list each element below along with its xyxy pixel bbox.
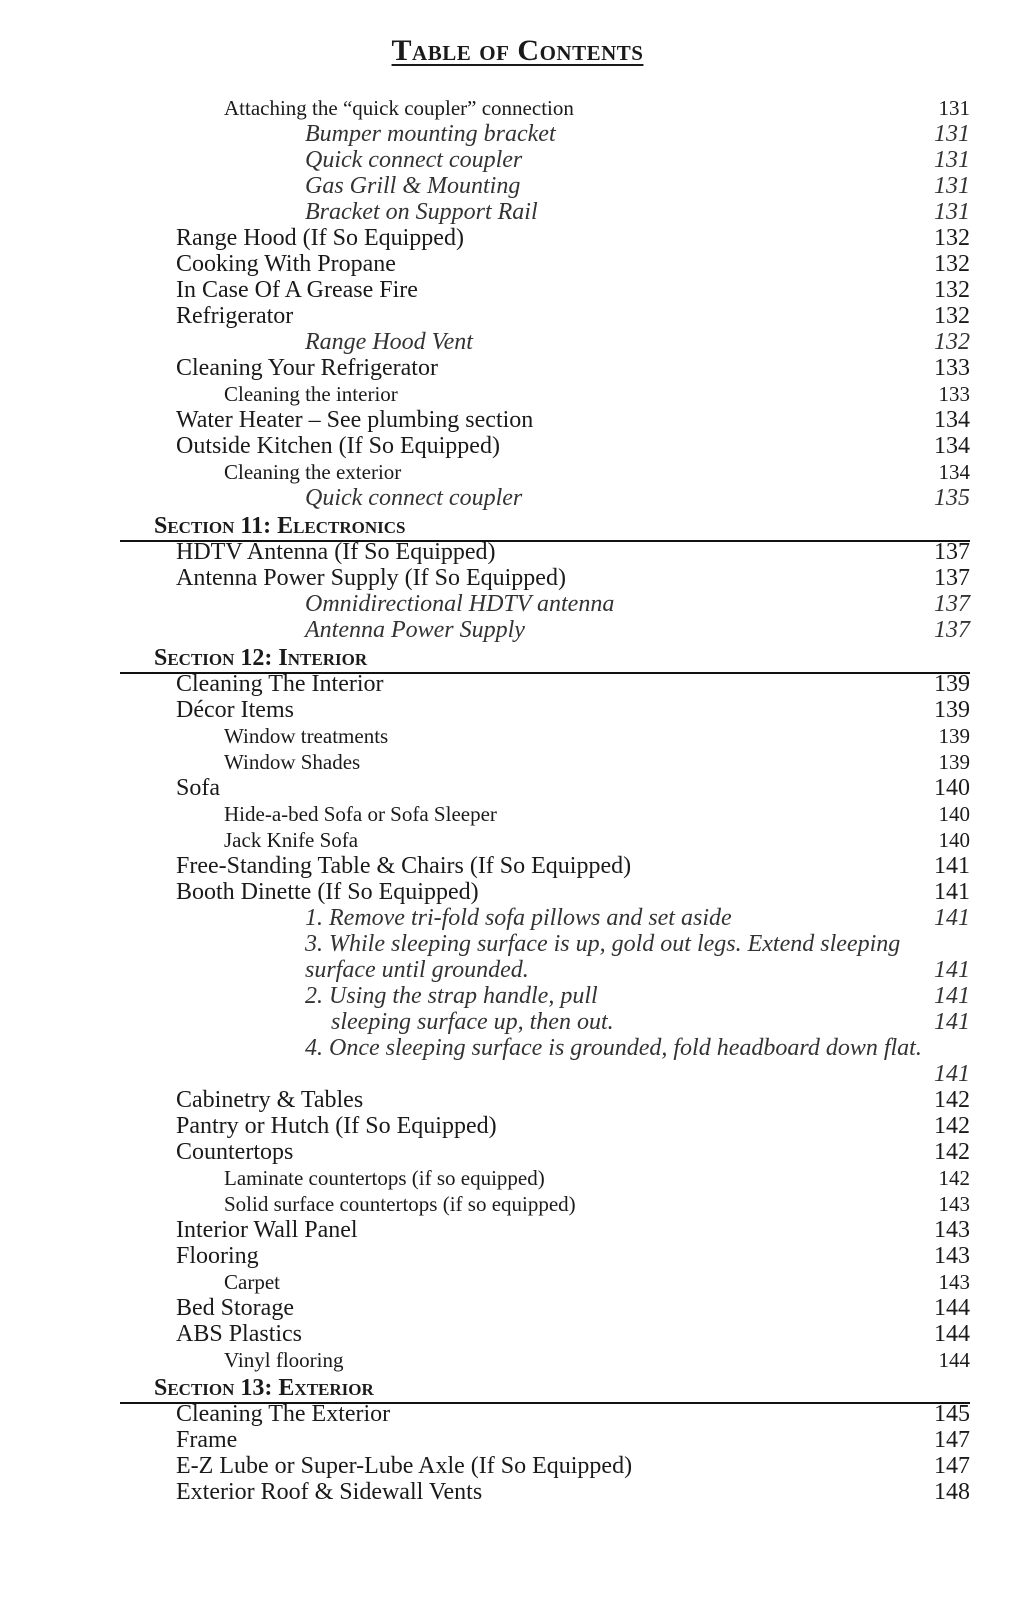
toc-entry-page: 140 [938, 828, 970, 852]
toc-entry-title: Jack Knife Sofa [224, 828, 359, 852]
toc-entry[interactable] [0, 617, 1035, 646]
toc-entry-title: Laminate countertops (if so equipped) [224, 1166, 545, 1190]
toc-entry-page: 142 [934, 1087, 970, 1113]
toc-entry[interactable] [0, 1087, 1035, 1116]
toc-entry-title: 3. While sleeping surface is up, gold out legs. Extend sleeping [305, 931, 901, 957]
toc-entry[interactable] [0, 775, 1035, 804]
toc-entry-title: Antenna Power Supply [305, 617, 525, 643]
toc-entry[interactable] [0, 1113, 1035, 1142]
toc-entry[interactable] [0, 355, 1035, 384]
toc-entry-page: 143 [934, 1217, 970, 1243]
toc-entry-title: HDTV Antenna (If So Equipped) [176, 539, 496, 565]
toc-entry-title: Range Hood Vent [305, 329, 473, 355]
toc-entry-title: Window treatments [224, 724, 389, 748]
toc-entry-page: 141 [934, 905, 970, 931]
toc-entry-page: 140 [934, 775, 970, 801]
toc-entry-title: Cleaning the interior [224, 382, 398, 406]
toc-entry-title: Gas Grill & Mounting [305, 173, 521, 199]
toc-entry-title: Bracket on Support Rail [305, 199, 538, 225]
toc-entry[interactable] [0, 225, 1035, 254]
toc-entry[interactable] [0, 251, 1035, 280]
toc-entry-title: surface until grounded. [305, 957, 529, 983]
toc-entry-title: Antenna Power Supply (If So Equipped) [176, 565, 566, 591]
toc-entry-title: Water Heater – See plumbing section [176, 407, 534, 433]
toc-entry-title: Cleaning The Interior [176, 671, 384, 697]
toc-entry-page: 137 [934, 617, 970, 643]
toc-entry-title: Free-Standing Table & Chairs (If So Equipped) [176, 853, 632, 879]
toc-entry[interactable] [0, 853, 1035, 882]
toc-entry-title: Countertops [176, 1139, 294, 1165]
toc-entry-page: 131 [934, 173, 970, 199]
toc-entry-page: 137 [934, 591, 970, 617]
toc-entry-page: 140 [938, 802, 970, 826]
toc-entry-title: Omnidirectional HDTV antenna [305, 591, 615, 617]
toc-entry-title: Flooring [176, 1243, 259, 1269]
toc-entry[interactable] [0, 671, 1035, 700]
toc-entry-title: Cleaning Your Refrigerator [176, 355, 438, 381]
toc-entry[interactable] [0, 1295, 1035, 1324]
toc-entry[interactable] [0, 277, 1035, 306]
toc-entry[interactable] [0, 1272, 1035, 1298]
toc-entry-page: 141 [934, 1009, 970, 1035]
toc-entry-title: Outside Kitchen (If So Equipped) [176, 433, 500, 459]
toc-entry[interactable] [0, 1321, 1035, 1350]
toc-entry-title: In Case Of A Grease Fire [176, 277, 418, 303]
toc-list [0, 98, 1035, 1508]
toc-entry[interactable] [0, 1401, 1035, 1430]
toc-entry-page: 139 [934, 697, 970, 723]
toc-entry[interactable] [0, 1061, 1035, 1090]
toc-entry-title: E-Z Lube or Super-Lube Axle (If So Equipped) [176, 1453, 633, 1479]
toc-entry-page: 144 [938, 1348, 970, 1372]
toc-entry-page: 141 [934, 879, 970, 905]
section-title: Section 12: Interior [154, 645, 368, 671]
toc-entry-page: 147 [934, 1453, 970, 1479]
toc-entry-page: 132 [934, 303, 970, 329]
toc-entry-page: 134 [934, 433, 970, 459]
toc-entry-page: 139 [934, 671, 970, 697]
toc-entry-title: Quick connect coupler [305, 485, 523, 511]
toc-entry-page: 144 [934, 1321, 970, 1347]
toc-entry-page: 133 [938, 382, 970, 406]
toc-entry[interactable] [0, 726, 1035, 752]
section-title: Section 11: Electronics [154, 513, 406, 539]
toc-entry-page: 132 [934, 277, 970, 303]
toc-entry-title: Interior Wall Panel [176, 1217, 358, 1243]
toc-entry-page: 134 [938, 460, 970, 484]
toc-entry-page: 143 [934, 1243, 970, 1269]
section-heading [120, 1376, 970, 1404]
toc-entry[interactable] [0, 303, 1035, 332]
toc-entry[interactable] [0, 1350, 1035, 1376]
toc-entry-page: 132 [934, 225, 970, 251]
toc-entry[interactable] [0, 697, 1035, 726]
toc-entry[interactable] [0, 804, 1035, 830]
toc-entry[interactable] [0, 1217, 1035, 1246]
toc-entry-title: ABS Plastics [176, 1321, 303, 1347]
toc-entry-page: 133 [934, 355, 970, 381]
toc-entry-page: 137 [934, 539, 970, 565]
toc-entry-page: 142 [938, 1166, 970, 1190]
toc-entry-page: 135 [934, 485, 970, 511]
toc-entry-title: Pantry or Hutch (If So Equipped) [176, 1113, 497, 1139]
toc-entry-page: 132 [934, 251, 970, 277]
toc-entry[interactable] [0, 407, 1035, 436]
toc-entry-page: 131 [934, 121, 970, 147]
toc-entry[interactable] [0, 1194, 1035, 1220]
toc-entry-title: Window Shades [224, 750, 361, 774]
toc-entry[interactable] [0, 485, 1035, 514]
toc-entry-page: 141 [934, 1061, 970, 1087]
toc-entry-title: Cleaning The Exterior [176, 1401, 391, 1427]
toc-entry[interactable] [0, 1479, 1035, 1508]
toc-entry-title: Attaching the “quick coupler” connection [224, 96, 574, 120]
toc-entry[interactable] [0, 1243, 1035, 1272]
toc-entry-title: Frame [176, 1427, 238, 1453]
toc-entry-page: 143 [938, 1192, 970, 1216]
toc-entry-page: 134 [934, 407, 970, 433]
toc-entry-page: 144 [934, 1295, 970, 1321]
toc-entry-page: 142 [934, 1113, 970, 1139]
toc-entry-title: Carpet [224, 1270, 280, 1294]
toc-entry-title: 4. Once sleeping surface is grounded, fold headboard down flat. [305, 1035, 922, 1061]
toc-entry-page: 143 [938, 1270, 970, 1294]
toc-entry[interactable] [0, 1035, 1035, 1064]
toc-entry-title: Décor Items [176, 697, 294, 723]
toc-entry-page: 131 [934, 147, 970, 173]
toc-entry-page: 139 [938, 750, 970, 774]
toc-entry-title: 2. Using the strap handle, pull [305, 983, 598, 1009]
toc-entry-page: 141 [934, 853, 970, 879]
toc-entry-title: Exterior Roof & Sidewall Vents [176, 1479, 483, 1505]
page-title: Table of Contents [391, 34, 644, 67]
toc-entry-title: Cabinetry & Tables [176, 1087, 364, 1113]
toc-entry-page: 141 [934, 983, 970, 1009]
toc-entry-page: 131 [934, 199, 970, 225]
toc-entry-page: 141 [934, 957, 970, 983]
toc-entry-page: 139 [938, 724, 970, 748]
toc-entry-title: Bumper mounting bracket [305, 121, 556, 147]
toc-entry[interactable] [0, 752, 1035, 778]
toc-entry[interactable] [0, 433, 1035, 462]
toc-entry-page: 148 [934, 1479, 970, 1505]
toc-entry-page: 147 [934, 1427, 970, 1453]
toc-entry[interactable] [0, 199, 1035, 228]
toc-entry-title: Bed Storage [176, 1295, 294, 1321]
toc-entry-title: 1. Remove tri-fold sofa pillows and set aside [305, 905, 732, 931]
toc-entry-page: 137 [934, 565, 970, 591]
toc-entry-page: 132 [934, 329, 970, 355]
toc-entry-page: 145 [934, 1401, 970, 1427]
section-heading [120, 646, 970, 674]
toc-entry-title: Vinyl flooring [224, 1348, 344, 1372]
toc-entry-title: Quick connect coupler [305, 147, 523, 173]
section-heading [120, 514, 970, 542]
toc-entry-title: Booth Dinette (If So Equipped) [176, 879, 479, 905]
toc-entry[interactable] [0, 329, 1035, 358]
toc-entry-title: Cleaning the exterior [224, 460, 402, 484]
toc-entry-title: Solid surface countertops (if so equipped) [224, 1192, 576, 1216]
toc-entry-title: Hide-a-bed Sofa or Sofa Sleeper [224, 802, 497, 826]
section-title: Section 13: Exterior [154, 1375, 374, 1401]
toc-entry-title: Range Hood (If So Equipped) [176, 225, 464, 251]
toc-entry-title: Refrigerator [176, 303, 294, 329]
toc-entry-title: Sofa [176, 775, 220, 801]
toc-entry-title: sleeping surface up, then out. [331, 1009, 614, 1035]
toc-entry[interactable] [0, 1453, 1035, 1482]
toc-entry-page: 131 [938, 96, 970, 120]
toc-entry-title: Cooking With Propane [176, 251, 396, 277]
toc-entry-page: 142 [934, 1139, 970, 1165]
